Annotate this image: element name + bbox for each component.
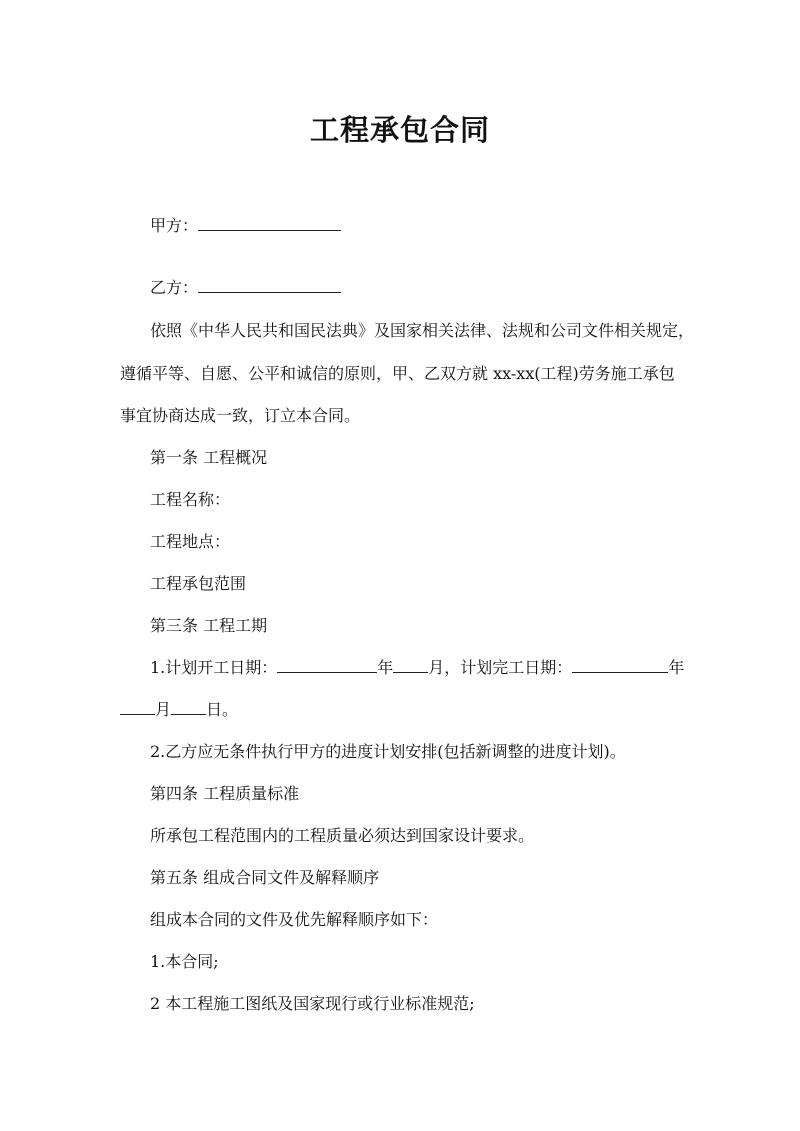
- party-b-line: [150, 276, 341, 300]
- document-title: 工程承包合同: [309, 113, 490, 147]
- party-a-label: 甲方：: [150, 216, 199, 235]
- intro-line-1: 依照《中华人民共和国民法典》及国家相关法律、法规和公司文件相关规定，: [150, 321, 695, 340]
- article-4-heading: 第四条 工程质量标准: [150, 784, 300, 803]
- finish-day-unit: 日。: [206, 700, 239, 719]
- start-year-unit: 年: [377, 658, 394, 677]
- project-name-line: 工程名称：: [150, 490, 231, 509]
- document-order-item-2: 2 本工程施工图纸及国家现行或行业标准规范;: [150, 994, 475, 1013]
- intro-line-3: 事宜协商达成一致，订立本合同。: [120, 406, 361, 425]
- start-month-blank: [393, 656, 428, 673]
- intro-line-2: 遵循平等、自愿、公平和诚信的原则，甲、乙双方就 xx-xx(工程)劳务施工承包: [120, 364, 675, 383]
- finish-year-unit: 年: [668, 658, 685, 677]
- party-b-label: 乙方：: [150, 278, 199, 297]
- start-date-label: 1.计划开工日期：: [150, 658, 278, 677]
- article-3-heading: 第三条 工程工期: [150, 616, 268, 635]
- finish-month-unit: 月: [155, 700, 172, 719]
- project-location-line: 工程地点：: [150, 532, 231, 551]
- schedule-item-1: [150, 656, 684, 680]
- start-month-and-finish-label: 月，计划完工日期：: [428, 658, 573, 677]
- article-5-heading: 第五条 组成合同文件及解释顺序: [150, 868, 380, 887]
- start-year-blank: [277, 656, 377, 673]
- schedule-item-2: 2.乙方应无条件执行甲方的进度计划安排(包括新调整的进度计划)。: [150, 742, 626, 761]
- document-order-item-1: 1.本合同;: [150, 952, 219, 971]
- article-5-body: 组成本合同的文件及优先解释顺序如下：: [150, 910, 439, 929]
- finish-month-blank: [120, 698, 155, 715]
- party-b-blank: [198, 276, 341, 293]
- article-4-body: 所承包工程范围内的工程质量必须达到国家设计要求。: [150, 826, 535, 845]
- finish-day-blank: [171, 698, 206, 715]
- project-scope-line: 工程承包范围: [150, 574, 247, 593]
- party-a-blank: [198, 214, 341, 231]
- finish-year-blank: [572, 656, 668, 673]
- schedule-item-1-cont: [120, 698, 238, 722]
- party-a-line: [150, 214, 341, 238]
- article-1-heading: 第一条 工程概况: [150, 448, 268, 467]
